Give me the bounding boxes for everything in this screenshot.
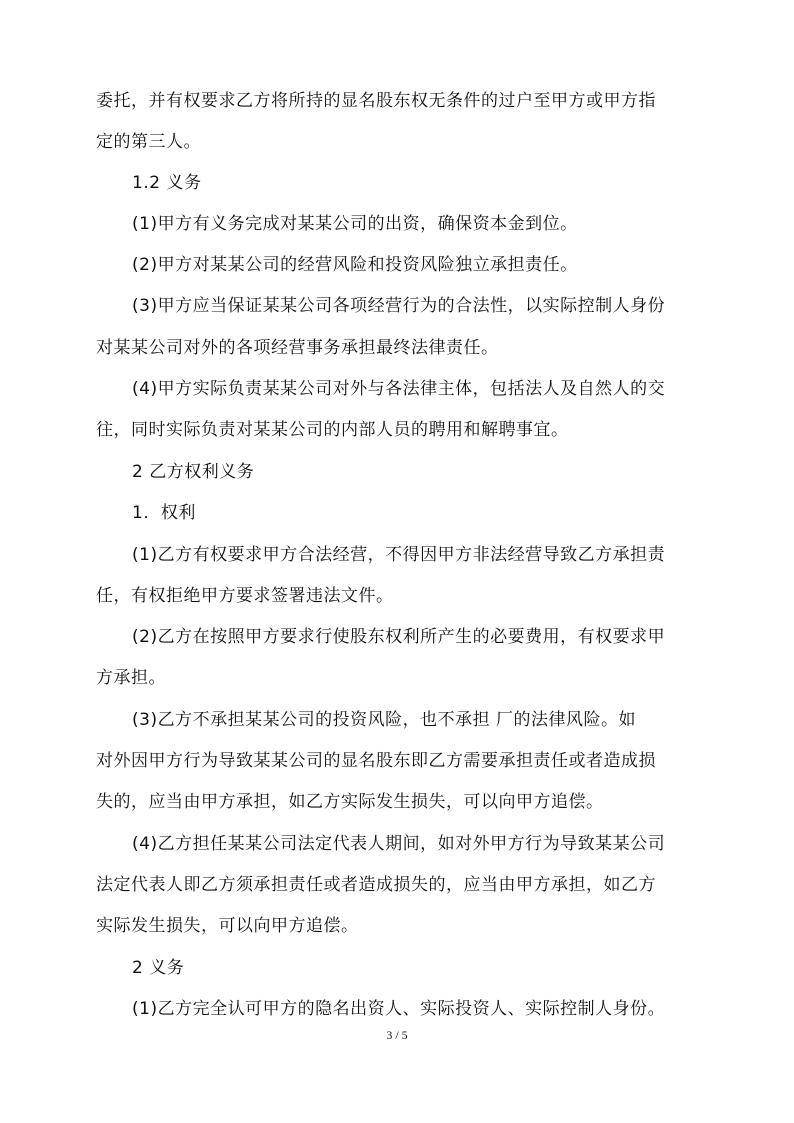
section-heading: 1．权利 xyxy=(132,503,196,523)
list-item: (2)甲方对某某公司的经营风险和投资风险独立承担责任。 xyxy=(132,255,578,275)
list-item: (2)乙方在按照甲方要求行使股东权利所产生的必要费用，有权要求甲 xyxy=(132,627,666,647)
page-number: 3 / 5 xyxy=(386,1028,408,1042)
body-text-line: 任，有权拒绝甲方要求签署违法文件。 xyxy=(96,586,394,606)
body-text-line: 实际发生损失，可以向甲方追偿。 xyxy=(96,916,359,936)
body-text-line: 对外因甲方行为导致某某公司的显名股东即乙方需要承担责任或者造成损 xyxy=(96,751,656,771)
body-text-line: 定的第三人。 xyxy=(96,132,201,152)
list-item: (1)乙方完全认可甲方的隐名出资人、实际投资人、实际控制人身份。 xyxy=(132,999,666,1019)
section-heading: 2 乙方权利义务 xyxy=(132,462,255,482)
list-item: (3)甲方应当保证某某公司各项经营行为的合法性，以实际控制人身份 xyxy=(132,296,666,316)
list-item: (1)甲方有义务完成对某某公司的出资，确保资本金到位。 xyxy=(132,214,578,234)
list-item: (4)乙方担任某某公司法定代表人期间，如对外甲方行为导致某某公司 xyxy=(132,834,666,854)
body-text-line: 往，同时实际负责对某某公司的内部人员的聘用和解聘事宜。 xyxy=(96,420,569,440)
body-text-line: 委托，并有权要求乙方将所持的显名股东权无条件的过户至甲方或甲方指 xyxy=(96,91,656,111)
list-item: (3)乙方不承担某某公司的投资风险，也不承担 厂的法律风险。如 xyxy=(132,710,636,730)
list-item: (1)乙方有权要求甲方合法经营，不得因甲方非法经营导致乙方承担责 xyxy=(132,545,666,565)
body-text-line: 失的，应当由甲方承担，如乙方实际发生损失，可以向甲方追偿。 xyxy=(96,792,604,812)
body-text-line: 方承担。 xyxy=(96,668,166,688)
body-text-line: 法定代表人即乙方须承担责任或者造成损失的，应当由甲方承担，如乙方 xyxy=(96,875,656,895)
list-item: (4)甲方实际负责某某公司对外与各法律主体，包括法人及自然人的交 xyxy=(132,379,666,399)
section-heading: 1.2 义务 xyxy=(132,173,202,193)
body-text-line: 对某某公司对外的各项经营事务承担最终法律责任。 xyxy=(96,338,499,358)
section-heading: 2 义务 xyxy=(132,958,185,978)
